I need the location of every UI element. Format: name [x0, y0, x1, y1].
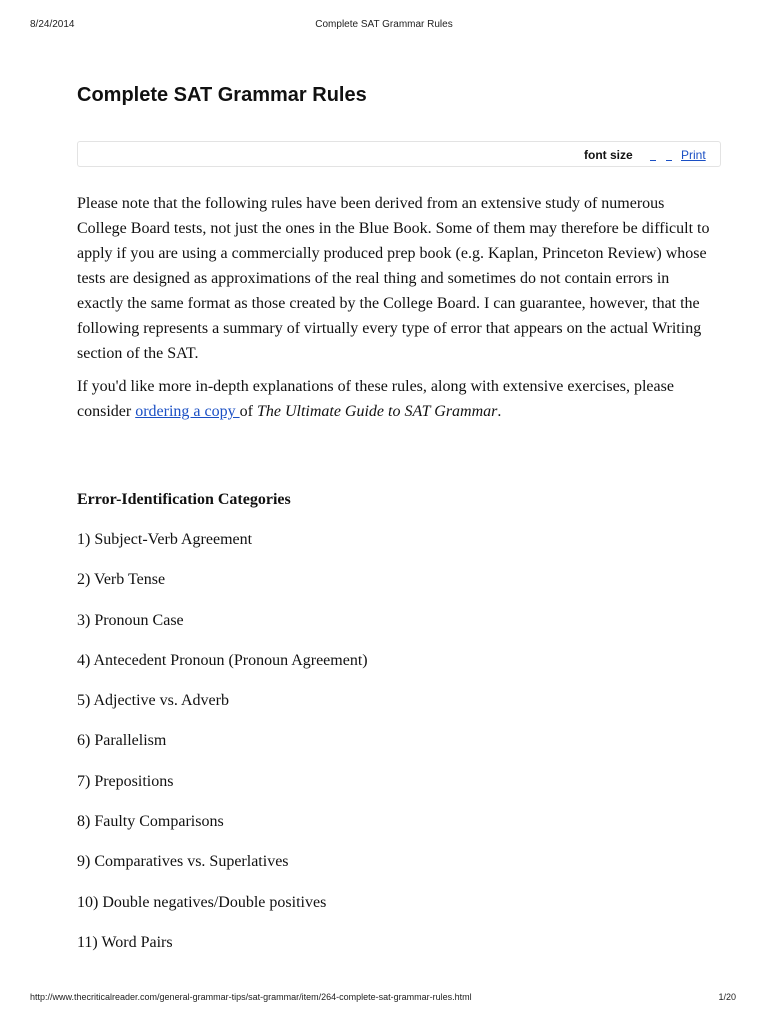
list-item: 7) Prepositions	[77, 772, 174, 790]
source-url: http://www.thecriticalreader.com/general-grammar-tips/sat-grammar/item/264-complete-sat-grammar-rules.html	[30, 992, 472, 1002]
article-intro	[77, 191, 717, 432]
list-item: 2) Verb Tense	[77, 571, 166, 589]
list-item: 3) Pronoun Case	[77, 611, 184, 629]
print-header-title: Complete SAT Grammar Rules	[315, 19, 453, 30]
intro-paragraph: Please note that the following rules have been derived from an extensive study of numerous College Board tests, not just the ones in the Blue Book. Some of them may therefore be difficult to apply if you are using a commercially produced prep book (e.g. Kaplan, Princeton Review) whose tests are designed as approximations of the real thing and sometimes do not contain errors in exactly the same format as those created by the College Board. I can guarantee, however, that the following represents a summary of virtually every type of error that appears on the actual Writing section of the SAT.	[77, 195, 710, 362]
font-size-label: font size	[584, 148, 633, 162]
page-title: Complete SAT Grammar Rules	[77, 84, 367, 106]
list-item: 1) Subject-Verb Agreement	[77, 531, 253, 548]
category-list	[77, 527, 368, 970]
font-size-increase-button[interactable]	[650, 148, 656, 161]
page-number: 1/20	[718, 992, 736, 1002]
list-item: 10) Double negatives/Double positives	[77, 893, 327, 911]
list-item: 4) Antecedent Pronoun (Pronoun Agreement)	[77, 651, 368, 669]
print-date: 8/24/2014	[30, 19, 75, 30]
list-item: 9) Comparatives vs. Superlatives	[77, 853, 289, 871]
ordering-paragraph	[77, 374, 717, 424]
article-toolbar	[77, 141, 721, 167]
ordering-link[interactable]: ordering a copy	[135, 403, 240, 420]
print-link[interactable]: Print	[681, 148, 706, 162]
ordering-period: .	[497, 403, 502, 420]
ordering-of-text: of	[239, 403, 257, 420]
section-heading: Error-Identification Categories	[77, 491, 291, 508]
book-title: The Ultimate Guide to SAT Grammar	[256, 403, 498, 420]
list-item: 6) Parallelism	[77, 732, 167, 750]
list-item: 5) Adjective vs. Adverb	[77, 692, 229, 710]
print-header	[0, 19, 768, 33]
font-size-decrease-button[interactable]	[666, 148, 672, 161]
list-item: 11) Word Pairs	[77, 933, 173, 951]
list-item: 8) Faulty Comparisons	[77, 813, 224, 831]
ordering-text: If you'd like more in-depth explanations of these rules, along with extensive exercises, please consider	[77, 378, 674, 420]
